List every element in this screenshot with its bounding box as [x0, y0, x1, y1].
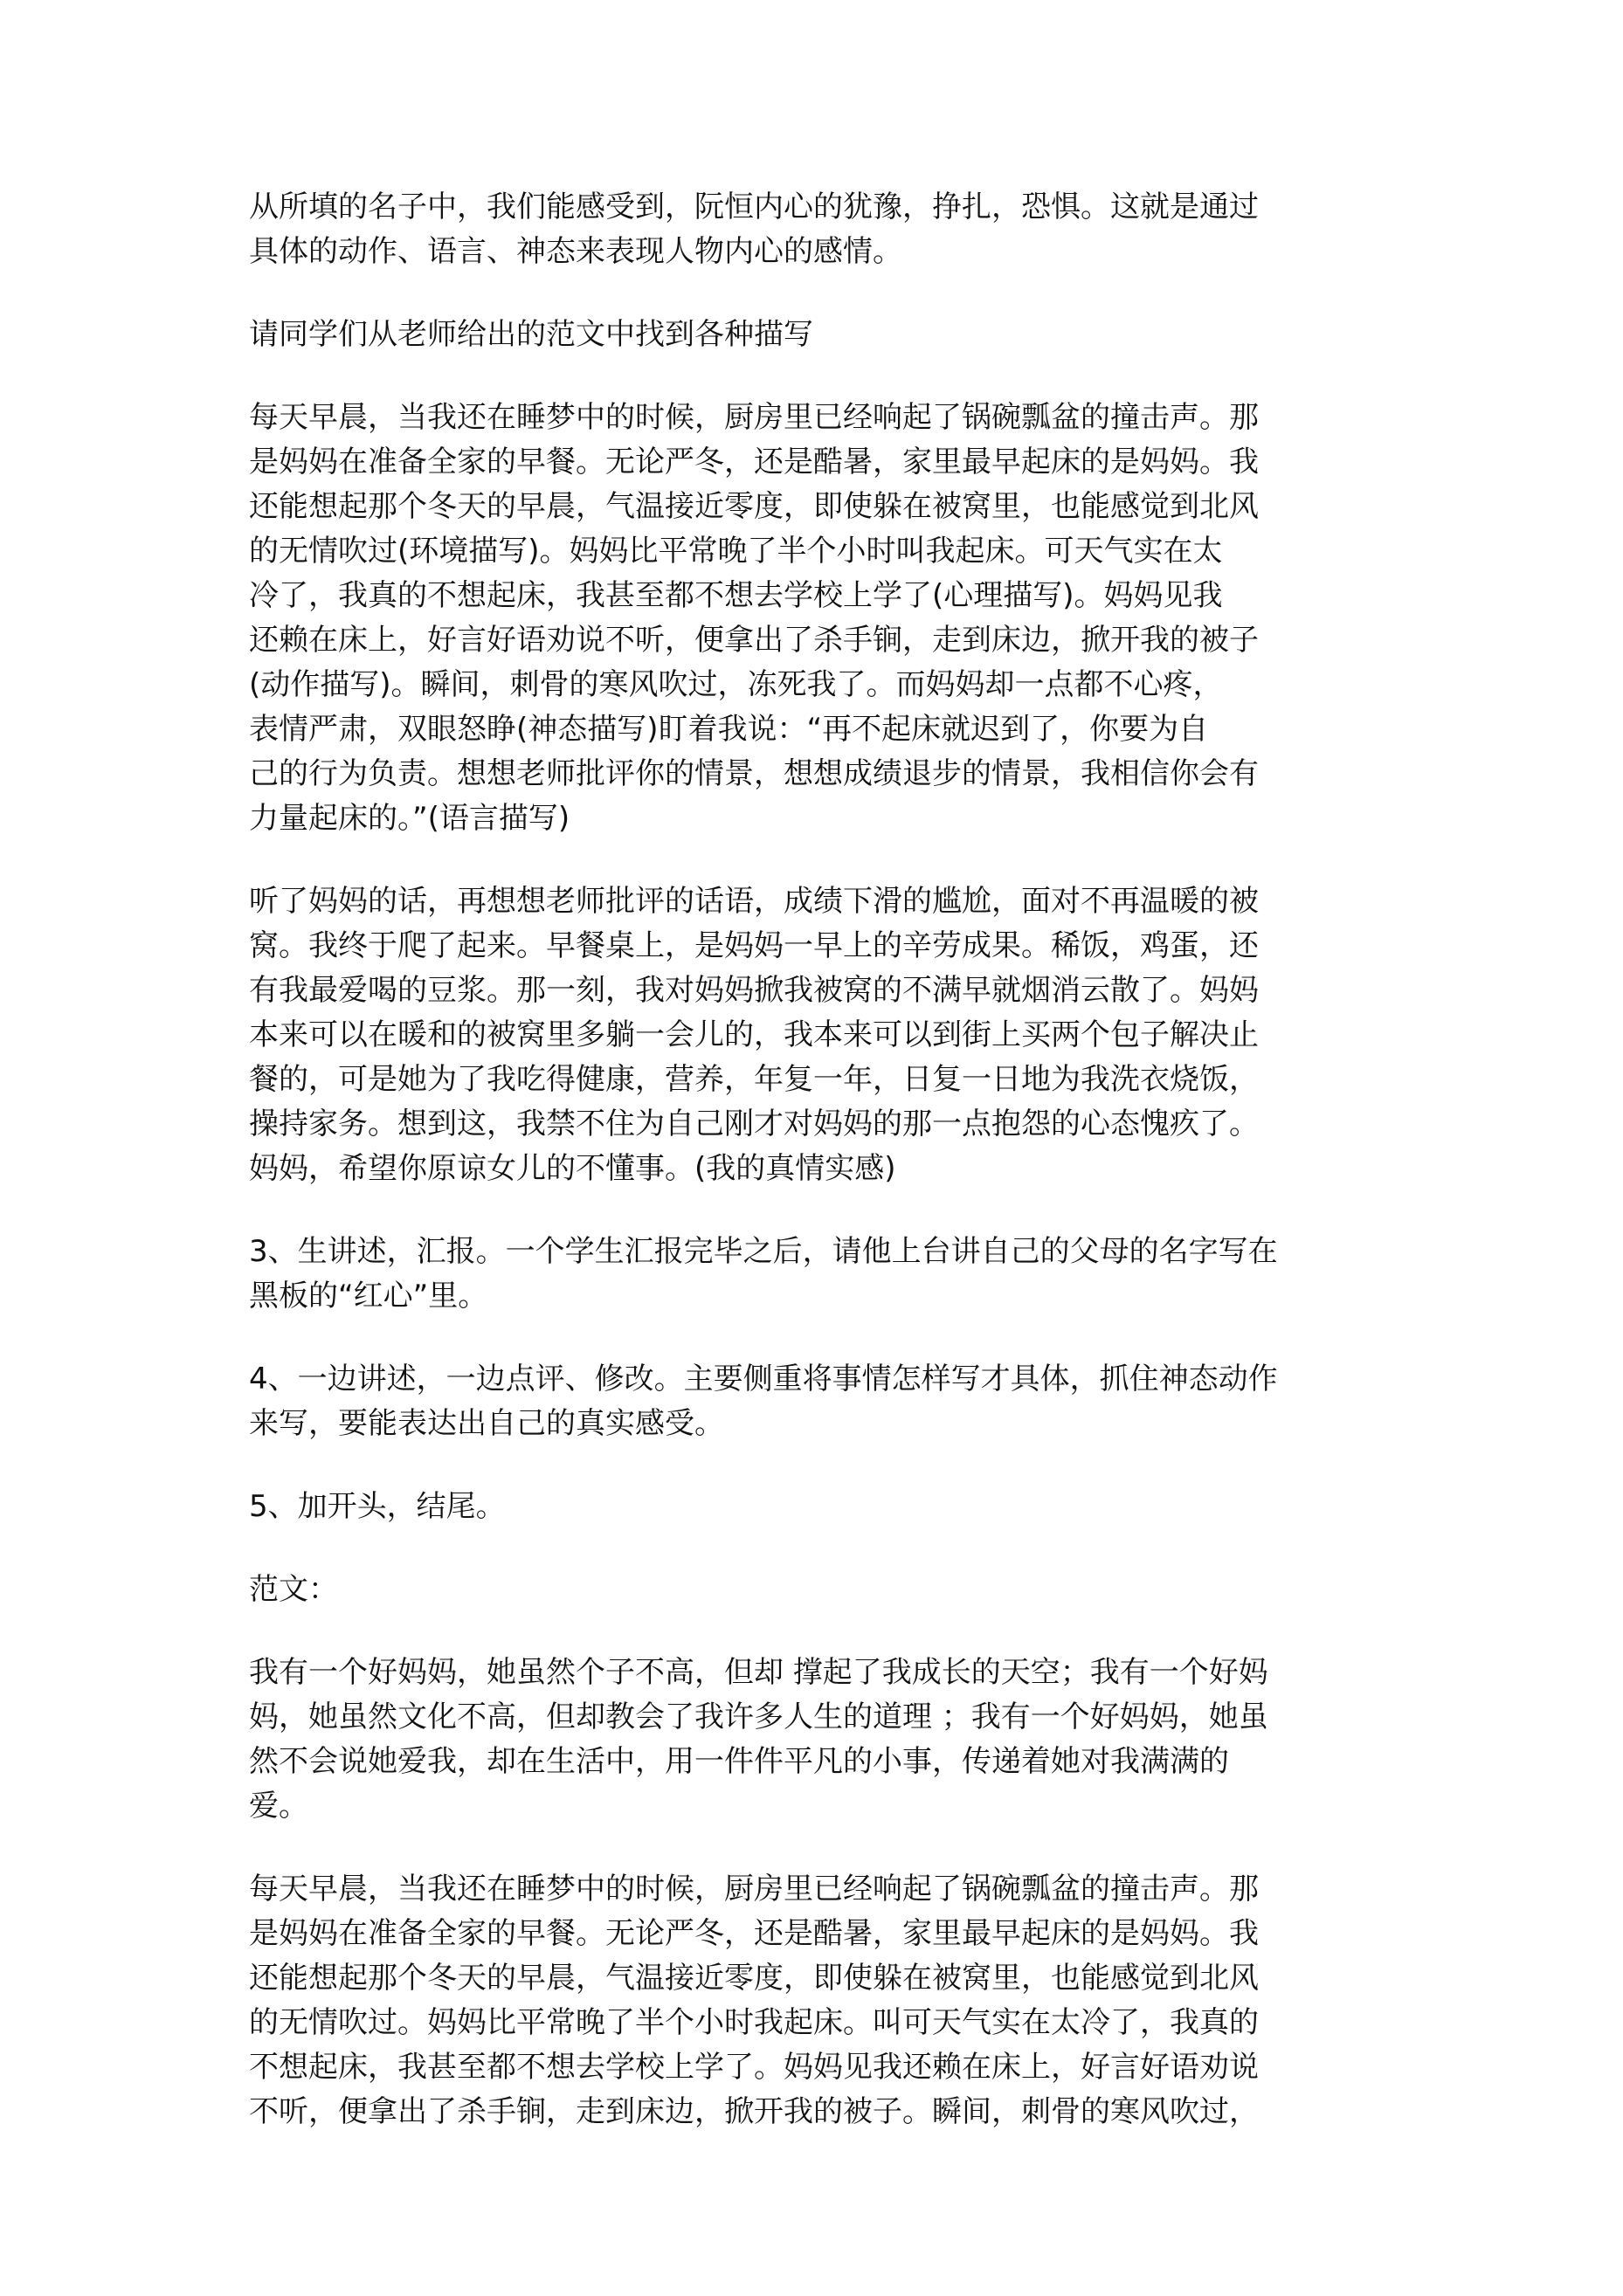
text-line: 还能想起那个冬天的早晨，气温接近零度，即使躲在被窝里，也能感觉到北风 [249, 1961, 1259, 1996]
text-line: 力量起床的。”(语言描写) [249, 801, 570, 836]
text-line: 5、加开头，结尾。 [249, 1489, 506, 1524]
text-line: 妈，她虽然文化不高，但却教会了我许多人生的道理 ；我有一个好妈妈，她虽 [249, 1700, 1268, 1734]
paragraph [249, 396, 1385, 841]
paragraph [249, 1568, 1385, 1612]
text-line: 然不会说她爱我，却在生活中，用一件件平凡的小事，传递着她对我满满的 [249, 1744, 1229, 1779]
paragraph [249, 185, 1385, 274]
document-body [249, 185, 1385, 2173]
text-line: 还赖在床上，好言好语劝说不听，便拿出了杀手锏，走到床边，掀开我的被子 [249, 623, 1259, 658]
text-line: 3、生讲述，汇报。一个学生汇报完毕之后，请他上台讲自己的父母的名字写在 [249, 1234, 1278, 1269]
text-line: 窝。我终于爬了起来。早餐桌上，是妈妈一早上的辛劳成果。稀饭，鸡蛋，还 [249, 928, 1259, 963]
text-line: 请同学们从老师给出的范文中找到各种描写 [249, 317, 813, 352]
text-line: 具体的动作、语言、神态来表现人物内心的感情。 [249, 234, 902, 269]
paragraph [249, 313, 1385, 357]
text-line: 己的行为负责。想想老师批评你的情景，想想成绩退步的情景，我相信你会有 [249, 756, 1259, 791]
paragraph [249, 1867, 1385, 2134]
text-line: 从所填的名子中，我们能感受到，阮恒内心的犹豫，挣扎，恐惧。这就是通过 [249, 190, 1259, 224]
text-line: 的无情吹过。妈妈比平常晚了半个小时我起床。叫可天气实在太冷了，我真的 [249, 2005, 1259, 2040]
text-line: 有我最爱喝的豆浆。那一刻，我对妈妈掀我被窝的不满早就烟消云散了。妈妈 [249, 973, 1259, 1008]
text-line: 的无情吹过(环境描写)。妈妈比平常晚了半个小时叫我起床。可天气实在太 [249, 534, 1223, 569]
text-line: 是妈妈在准备全家的早餐。无论严冬，还是酷暑，家里最早起床的是妈妈。我 [249, 445, 1259, 479]
text-line: 爱。 [249, 1789, 308, 1824]
text-line: 范文： [249, 1572, 338, 1607]
text-line: (动作描写)。瞬间，刺骨的寒风吹过，冻死我了。而妈妈却一点都不心疼， [249, 667, 1223, 702]
text-line: 不听，便拿出了杀手锏，走到床边，掀开我的被子。瞬间，刺骨的寒风吹过， [249, 2094, 1259, 2129]
text-line: 操持家务。想到这，我禁不住为自己刚才对妈妈的那一点抱怨的心态愧疚了。 [249, 1107, 1259, 1141]
text-line: 表情严肃，双眼怒睁(神态描写)盯着我说：“再不起床就迟到了，你要为自 [249, 712, 1209, 747]
text-line: 4、一边讲述，一边点评、修改。主要侧重将事情怎样写才具体，抓住神态动作 [249, 1362, 1278, 1396]
paragraph [249, 1651, 1385, 1829]
text-line: 餐的，可是她为了我吃得健康，营养，年复一年，日复一日地为我洗衣烧饭， [249, 1062, 1259, 1097]
text-line: 不想起床，我甚至都不想去学校上学了。妈妈见我还赖在床上，好言好语劝说 [249, 2050, 1259, 2085]
text-line: 每天早晨，当我还在睡梦中的时候，厨房里已经响起了锅碗瓢盆的撞击声。那 [249, 1872, 1259, 1906]
text-line: 我有一个好妈妈，她虽然个子不高，但却 撑起了我成长的天空；我有一个好妈 [249, 1655, 1268, 1690]
text-line: 来写，要能表达出自己的真实感受。 [249, 1406, 724, 1441]
paragraph [249, 1230, 1385, 1319]
text-line: 黑板的“红心”里。 [249, 1279, 488, 1313]
text-line: 妈妈，希望你原谅女儿的不懂事。(我的真情实感) [249, 1151, 896, 1186]
text-line: 本来可以在暖和的被窝里多躺一会儿的，我本来可以到街上买两个包子解决止 [249, 1017, 1259, 1052]
text-line: 听了妈妈的话，再想想老师批评的话语，成绩下滑的尴尬，面对不再温暖的被 [249, 884, 1259, 919]
text-line: 是妈妈在准备全家的早餐。无论严冬，还是酷暑，家里最早起床的是妈妈。我 [249, 1916, 1259, 1951]
paragraph [249, 1485, 1385, 1529]
text-line: 还能想起那个冬天的早晨，气温接近零度，即使躲在被窝里，也能感觉到北风 [249, 489, 1259, 524]
paragraph [249, 1357, 1385, 1446]
text-line: 每天早晨，当我还在睡梦中的时候，厨房里已经响起了锅碗瓢盆的撞击声。那 [249, 400, 1259, 435]
text-line: 冷了，我真的不想起床，我甚至都不想去学校上学了(心理描写)。妈妈见我 [249, 578, 1223, 613]
paragraph [249, 879, 1385, 1191]
